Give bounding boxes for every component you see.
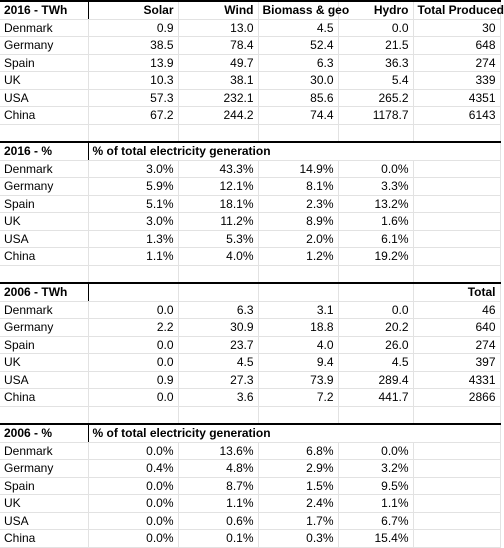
section-title[interactable]: 2016 - % bbox=[0, 142, 88, 160]
column-header[interactable]: Hydro bbox=[338, 1, 413, 19]
value-cell[interactable]: 30 bbox=[413, 19, 500, 37]
value-cell[interactable]: 441.7 bbox=[338, 389, 413, 407]
value-cell[interactable]: 3.0% bbox=[88, 213, 178, 231]
value-cell[interactable]: 4.0 bbox=[258, 336, 338, 354]
value-cell[interactable]: 1.1% bbox=[178, 495, 258, 513]
value-cell[interactable]: 0.0% bbox=[338, 160, 413, 178]
column-header[interactable] bbox=[338, 283, 413, 301]
empty-cell[interactable] bbox=[413, 406, 500, 424]
country-cell[interactable]: Denmark bbox=[0, 160, 88, 178]
value-cell[interactable]: 49.7 bbox=[178, 54, 258, 72]
value-cell[interactable]: 274 bbox=[413, 54, 500, 72]
value-cell[interactable] bbox=[413, 530, 500, 548]
value-cell[interactable]: 2.3% bbox=[258, 195, 338, 213]
table-row bbox=[0, 54, 500, 72]
empty-cell[interactable] bbox=[178, 124, 258, 142]
country-cell[interactable]: China bbox=[0, 248, 88, 266]
empty-cell[interactable] bbox=[0, 406, 88, 424]
value-cell[interactable] bbox=[413, 195, 500, 213]
blank-row bbox=[0, 406, 500, 424]
table-row bbox=[0, 107, 500, 125]
value-cell[interactable]: 274 bbox=[413, 336, 500, 354]
table-row bbox=[0, 512, 500, 530]
value-cell[interactable]: 4.5 bbox=[338, 354, 413, 372]
value-cell[interactable]: 1.1% bbox=[338, 495, 413, 513]
value-cell[interactable]: 0.9 bbox=[88, 371, 178, 389]
empty-cell[interactable] bbox=[178, 406, 258, 424]
value-cell[interactable]: 6.1% bbox=[338, 230, 413, 248]
country-cell[interactable]: China bbox=[0, 389, 88, 407]
section-header-row bbox=[0, 283, 500, 301]
value-cell[interactable]: 1178.7 bbox=[338, 107, 413, 125]
column-header[interactable] bbox=[88, 283, 178, 301]
empty-cell[interactable] bbox=[88, 124, 178, 142]
blank-row bbox=[0, 124, 500, 142]
value-cell[interactable]: 57.3 bbox=[88, 89, 178, 107]
value-cell[interactable]: 27.3 bbox=[178, 371, 258, 389]
value-cell[interactable]: 13.6% bbox=[178, 442, 258, 460]
value-cell[interactable]: 9.5% bbox=[338, 477, 413, 495]
value-cell[interactable]: 13.0 bbox=[178, 19, 258, 37]
value-cell[interactable]: 0.0 bbox=[338, 301, 413, 319]
country-cell[interactable]: UK bbox=[0, 495, 88, 513]
value-cell[interactable]: 0.0% bbox=[88, 530, 178, 548]
value-cell[interactable]: 640 bbox=[413, 319, 500, 337]
value-cell[interactable]: 232.1 bbox=[178, 89, 258, 107]
value-cell[interactable]: 1.1% bbox=[88, 248, 178, 266]
value-cell[interactable]: 2.2 bbox=[88, 319, 178, 337]
empty-cell[interactable] bbox=[413, 124, 500, 142]
value-cell[interactable]: 0.0 bbox=[88, 301, 178, 319]
country-cell[interactable]: Spain bbox=[0, 336, 88, 354]
table-row bbox=[0, 354, 500, 372]
column-header[interactable]: Total bbox=[413, 283, 500, 301]
country-cell[interactable]: UK bbox=[0, 213, 88, 231]
empty-cell[interactable] bbox=[413, 265, 500, 283]
value-cell[interactable]: 8.9% bbox=[258, 213, 338, 231]
empty-cell[interactable] bbox=[258, 124, 338, 142]
value-cell[interactable]: 6.3 bbox=[258, 54, 338, 72]
country-cell[interactable]: Germany bbox=[0, 37, 88, 55]
country-cell[interactable]: China bbox=[0, 107, 88, 125]
value-cell[interactable]: 6.3 bbox=[178, 301, 258, 319]
value-cell[interactable]: 5.4 bbox=[338, 72, 413, 90]
value-cell[interactable]: 0.0% bbox=[88, 495, 178, 513]
value-cell[interactable]: 3.3% bbox=[338, 178, 413, 196]
section-subtitle[interactable]: % of total electricity generation bbox=[88, 424, 500, 442]
value-cell[interactable] bbox=[413, 442, 500, 460]
section-header-row bbox=[0, 142, 500, 160]
value-cell[interactable]: 0.0% bbox=[88, 442, 178, 460]
value-cell[interactable]: 30.9 bbox=[178, 319, 258, 337]
value-cell[interactable]: 2.0% bbox=[258, 230, 338, 248]
value-cell[interactable]: 30.0 bbox=[258, 72, 338, 90]
value-cell[interactable]: 78.4 bbox=[178, 37, 258, 55]
table-row bbox=[0, 389, 500, 407]
value-cell[interactable]: 15.4% bbox=[338, 530, 413, 548]
country-cell[interactable]: USA bbox=[0, 371, 88, 389]
value-cell[interactable]: 2866 bbox=[413, 389, 500, 407]
table-row bbox=[0, 72, 500, 90]
value-cell[interactable] bbox=[413, 230, 500, 248]
value-cell[interactable]: 21.5 bbox=[338, 37, 413, 55]
value-cell[interactable]: 0.1% bbox=[178, 530, 258, 548]
value-cell[interactable]: 5.9% bbox=[88, 178, 178, 196]
column-header[interactable]: Biomass & geo bbox=[258, 1, 338, 19]
country-cell[interactable]: UK bbox=[0, 72, 88, 90]
country-cell[interactable]: USA bbox=[0, 230, 88, 248]
value-cell[interactable] bbox=[413, 248, 500, 266]
country-cell[interactable]: Germany bbox=[0, 319, 88, 337]
value-cell[interactable]: 397 bbox=[413, 354, 500, 372]
value-cell[interactable]: 0.0 bbox=[338, 19, 413, 37]
value-cell[interactable]: 5.1% bbox=[88, 195, 178, 213]
empty-cell[interactable] bbox=[0, 265, 88, 283]
column-header[interactable] bbox=[178, 283, 258, 301]
value-cell[interactable]: 339 bbox=[413, 72, 500, 90]
value-cell[interactable]: 18.1% bbox=[178, 195, 258, 213]
value-cell[interactable]: 1.3% bbox=[88, 230, 178, 248]
value-cell[interactable]: 4.8% bbox=[178, 460, 258, 478]
value-cell[interactable]: 0.4% bbox=[88, 460, 178, 478]
value-cell[interactable]: 4331 bbox=[413, 371, 500, 389]
table-row bbox=[0, 336, 500, 354]
value-cell[interactable]: 0.0% bbox=[88, 512, 178, 530]
table-row bbox=[0, 371, 500, 389]
value-cell[interactable]: 67.2 bbox=[88, 107, 178, 125]
table-row bbox=[0, 530, 500, 548]
value-cell[interactable]: 52.4 bbox=[258, 37, 338, 55]
empty-cell[interactable] bbox=[338, 124, 413, 142]
table-row bbox=[0, 213, 500, 231]
table-row bbox=[0, 178, 500, 196]
value-cell[interactable]: 8.7% bbox=[178, 477, 258, 495]
value-cell[interactable]: 289.4 bbox=[338, 371, 413, 389]
value-cell[interactable]: 8.1% bbox=[258, 178, 338, 196]
country-cell[interactable]: China bbox=[0, 530, 88, 548]
table-row bbox=[0, 442, 500, 460]
table-row bbox=[0, 37, 500, 55]
country-cell[interactable]: USA bbox=[0, 512, 88, 530]
value-cell[interactable]: 265.2 bbox=[338, 89, 413, 107]
value-cell[interactable]: 0.0 bbox=[88, 336, 178, 354]
value-cell[interactable]: 5.3% bbox=[178, 230, 258, 248]
table-row bbox=[0, 19, 500, 37]
value-cell[interactable]: 0.0% bbox=[88, 477, 178, 495]
table-row bbox=[0, 195, 500, 213]
column-header[interactable]: Solar bbox=[88, 1, 178, 19]
section-title[interactable]: 2016 - TWh bbox=[0, 1, 88, 19]
value-cell[interactable]: 10.3 bbox=[88, 72, 178, 90]
value-cell[interactable]: 4.0% bbox=[178, 248, 258, 266]
table-row bbox=[0, 89, 500, 107]
empty-cell[interactable] bbox=[178, 265, 258, 283]
value-cell[interactable]: 74.4 bbox=[258, 107, 338, 125]
value-cell[interactable]: 36.3 bbox=[338, 54, 413, 72]
value-cell[interactable]: 0.0 bbox=[88, 389, 178, 407]
value-cell[interactable] bbox=[413, 160, 500, 178]
table-row bbox=[0, 495, 500, 513]
value-cell[interactable] bbox=[413, 477, 500, 495]
value-cell[interactable]: 1.2% bbox=[258, 248, 338, 266]
value-cell[interactable]: 38.5 bbox=[88, 37, 178, 55]
spreadsheet-body bbox=[0, 1, 504, 547]
value-cell[interactable]: 43.3% bbox=[178, 160, 258, 178]
value-cell[interactable]: 0.9 bbox=[88, 19, 178, 37]
table-row bbox=[0, 230, 500, 248]
country-cell[interactable]: Germany bbox=[0, 460, 88, 478]
value-cell[interactable]: 6.7% bbox=[338, 512, 413, 530]
value-cell[interactable]: 0.6% bbox=[178, 512, 258, 530]
empty-cell[interactable] bbox=[258, 406, 338, 424]
table-row bbox=[0, 301, 500, 319]
value-cell[interactable]: 0.0 bbox=[88, 354, 178, 372]
empty-cell[interactable] bbox=[88, 406, 178, 424]
value-cell[interactable]: 3.1 bbox=[258, 301, 338, 319]
value-cell[interactable] bbox=[413, 460, 500, 478]
table-row bbox=[0, 160, 500, 178]
value-cell[interactable]: 1.6% bbox=[338, 213, 413, 231]
country-cell[interactable]: Spain bbox=[0, 195, 88, 213]
value-cell[interactable]: 12.1% bbox=[178, 178, 258, 196]
value-cell[interactable]: 20.2 bbox=[338, 319, 413, 337]
table-row bbox=[0, 319, 500, 337]
value-cell[interactable] bbox=[413, 178, 500, 196]
value-cell[interactable] bbox=[413, 512, 500, 530]
section-title[interactable]: 2006 - % bbox=[0, 424, 88, 442]
country-cell[interactable]: Spain bbox=[0, 54, 88, 72]
column-header[interactable]: Total Produced bbox=[413, 1, 500, 19]
value-cell[interactable]: 9.4 bbox=[258, 354, 338, 372]
value-cell[interactable]: 18.8 bbox=[258, 319, 338, 337]
value-cell[interactable]: 0.0% bbox=[338, 442, 413, 460]
value-cell[interactable]: 244.2 bbox=[178, 107, 258, 125]
value-cell[interactable]: 4.5 bbox=[178, 354, 258, 372]
value-cell[interactable] bbox=[413, 495, 500, 513]
value-cell[interactable]: 13.2% bbox=[338, 195, 413, 213]
empty-cell[interactable] bbox=[88, 265, 178, 283]
value-cell[interactable]: 2.4% bbox=[258, 495, 338, 513]
country-cell[interactable]: Germany bbox=[0, 178, 88, 196]
value-cell[interactable]: 73.9 bbox=[258, 371, 338, 389]
value-cell[interactable]: 23.7 bbox=[178, 336, 258, 354]
value-cell[interactable]: 3.2% bbox=[338, 460, 413, 478]
value-cell[interactable]: 4351 bbox=[413, 89, 500, 107]
value-cell[interactable]: 1.5% bbox=[258, 477, 338, 495]
value-cell[interactable]: 13.9 bbox=[88, 54, 178, 72]
table-row bbox=[0, 248, 500, 266]
value-cell[interactable]: 14.9% bbox=[258, 160, 338, 178]
country-cell[interactable]: UK bbox=[0, 354, 88, 372]
value-cell[interactable]: 3.6 bbox=[178, 389, 258, 407]
empty-cell[interactable] bbox=[338, 406, 413, 424]
empty-cell[interactable] bbox=[258, 265, 338, 283]
value-cell[interactable]: 6143 bbox=[413, 107, 500, 125]
value-cell[interactable]: 85.6 bbox=[258, 89, 338, 107]
value-cell[interactable]: 7.2 bbox=[258, 389, 338, 407]
value-cell[interactable]: 648 bbox=[413, 37, 500, 55]
value-cell[interactable]: 0.3% bbox=[258, 530, 338, 548]
country-cell[interactable]: Denmark bbox=[0, 19, 88, 37]
blank-row bbox=[0, 265, 500, 283]
section-subtitle[interactable]: % of total electricity generation bbox=[88, 142, 500, 160]
country-cell[interactable]: Denmark bbox=[0, 442, 88, 460]
table-row bbox=[0, 477, 500, 495]
column-header[interactable] bbox=[258, 283, 338, 301]
empty-cell[interactable] bbox=[0, 124, 88, 142]
country-cell[interactable]: Spain bbox=[0, 477, 88, 495]
value-cell[interactable]: 6.8% bbox=[258, 442, 338, 460]
value-cell[interactable]: 1.7% bbox=[258, 512, 338, 530]
section-header-row bbox=[0, 1, 500, 19]
country-cell[interactable]: Denmark bbox=[0, 301, 88, 319]
empty-cell[interactable] bbox=[338, 265, 413, 283]
section-header-row bbox=[0, 424, 500, 442]
value-cell[interactable]: 46 bbox=[413, 301, 500, 319]
table-row bbox=[0, 460, 500, 478]
value-cell[interactable]: 26.0 bbox=[338, 336, 413, 354]
value-cell[interactable]: 2.9% bbox=[258, 460, 338, 478]
value-cell[interactable]: 4.5 bbox=[258, 19, 338, 37]
section-title[interactable]: 2006 - TWh bbox=[0, 283, 88, 301]
column-header[interactable]: Wind bbox=[178, 1, 258, 19]
value-cell[interactable]: 11.2% bbox=[178, 213, 258, 231]
value-cell[interactable]: 38.1 bbox=[178, 72, 258, 90]
value-cell[interactable] bbox=[413, 213, 500, 231]
value-cell[interactable]: 3.0% bbox=[88, 160, 178, 178]
value-cell[interactable]: 19.2% bbox=[338, 248, 413, 266]
country-cell[interactable]: USA bbox=[0, 89, 88, 107]
